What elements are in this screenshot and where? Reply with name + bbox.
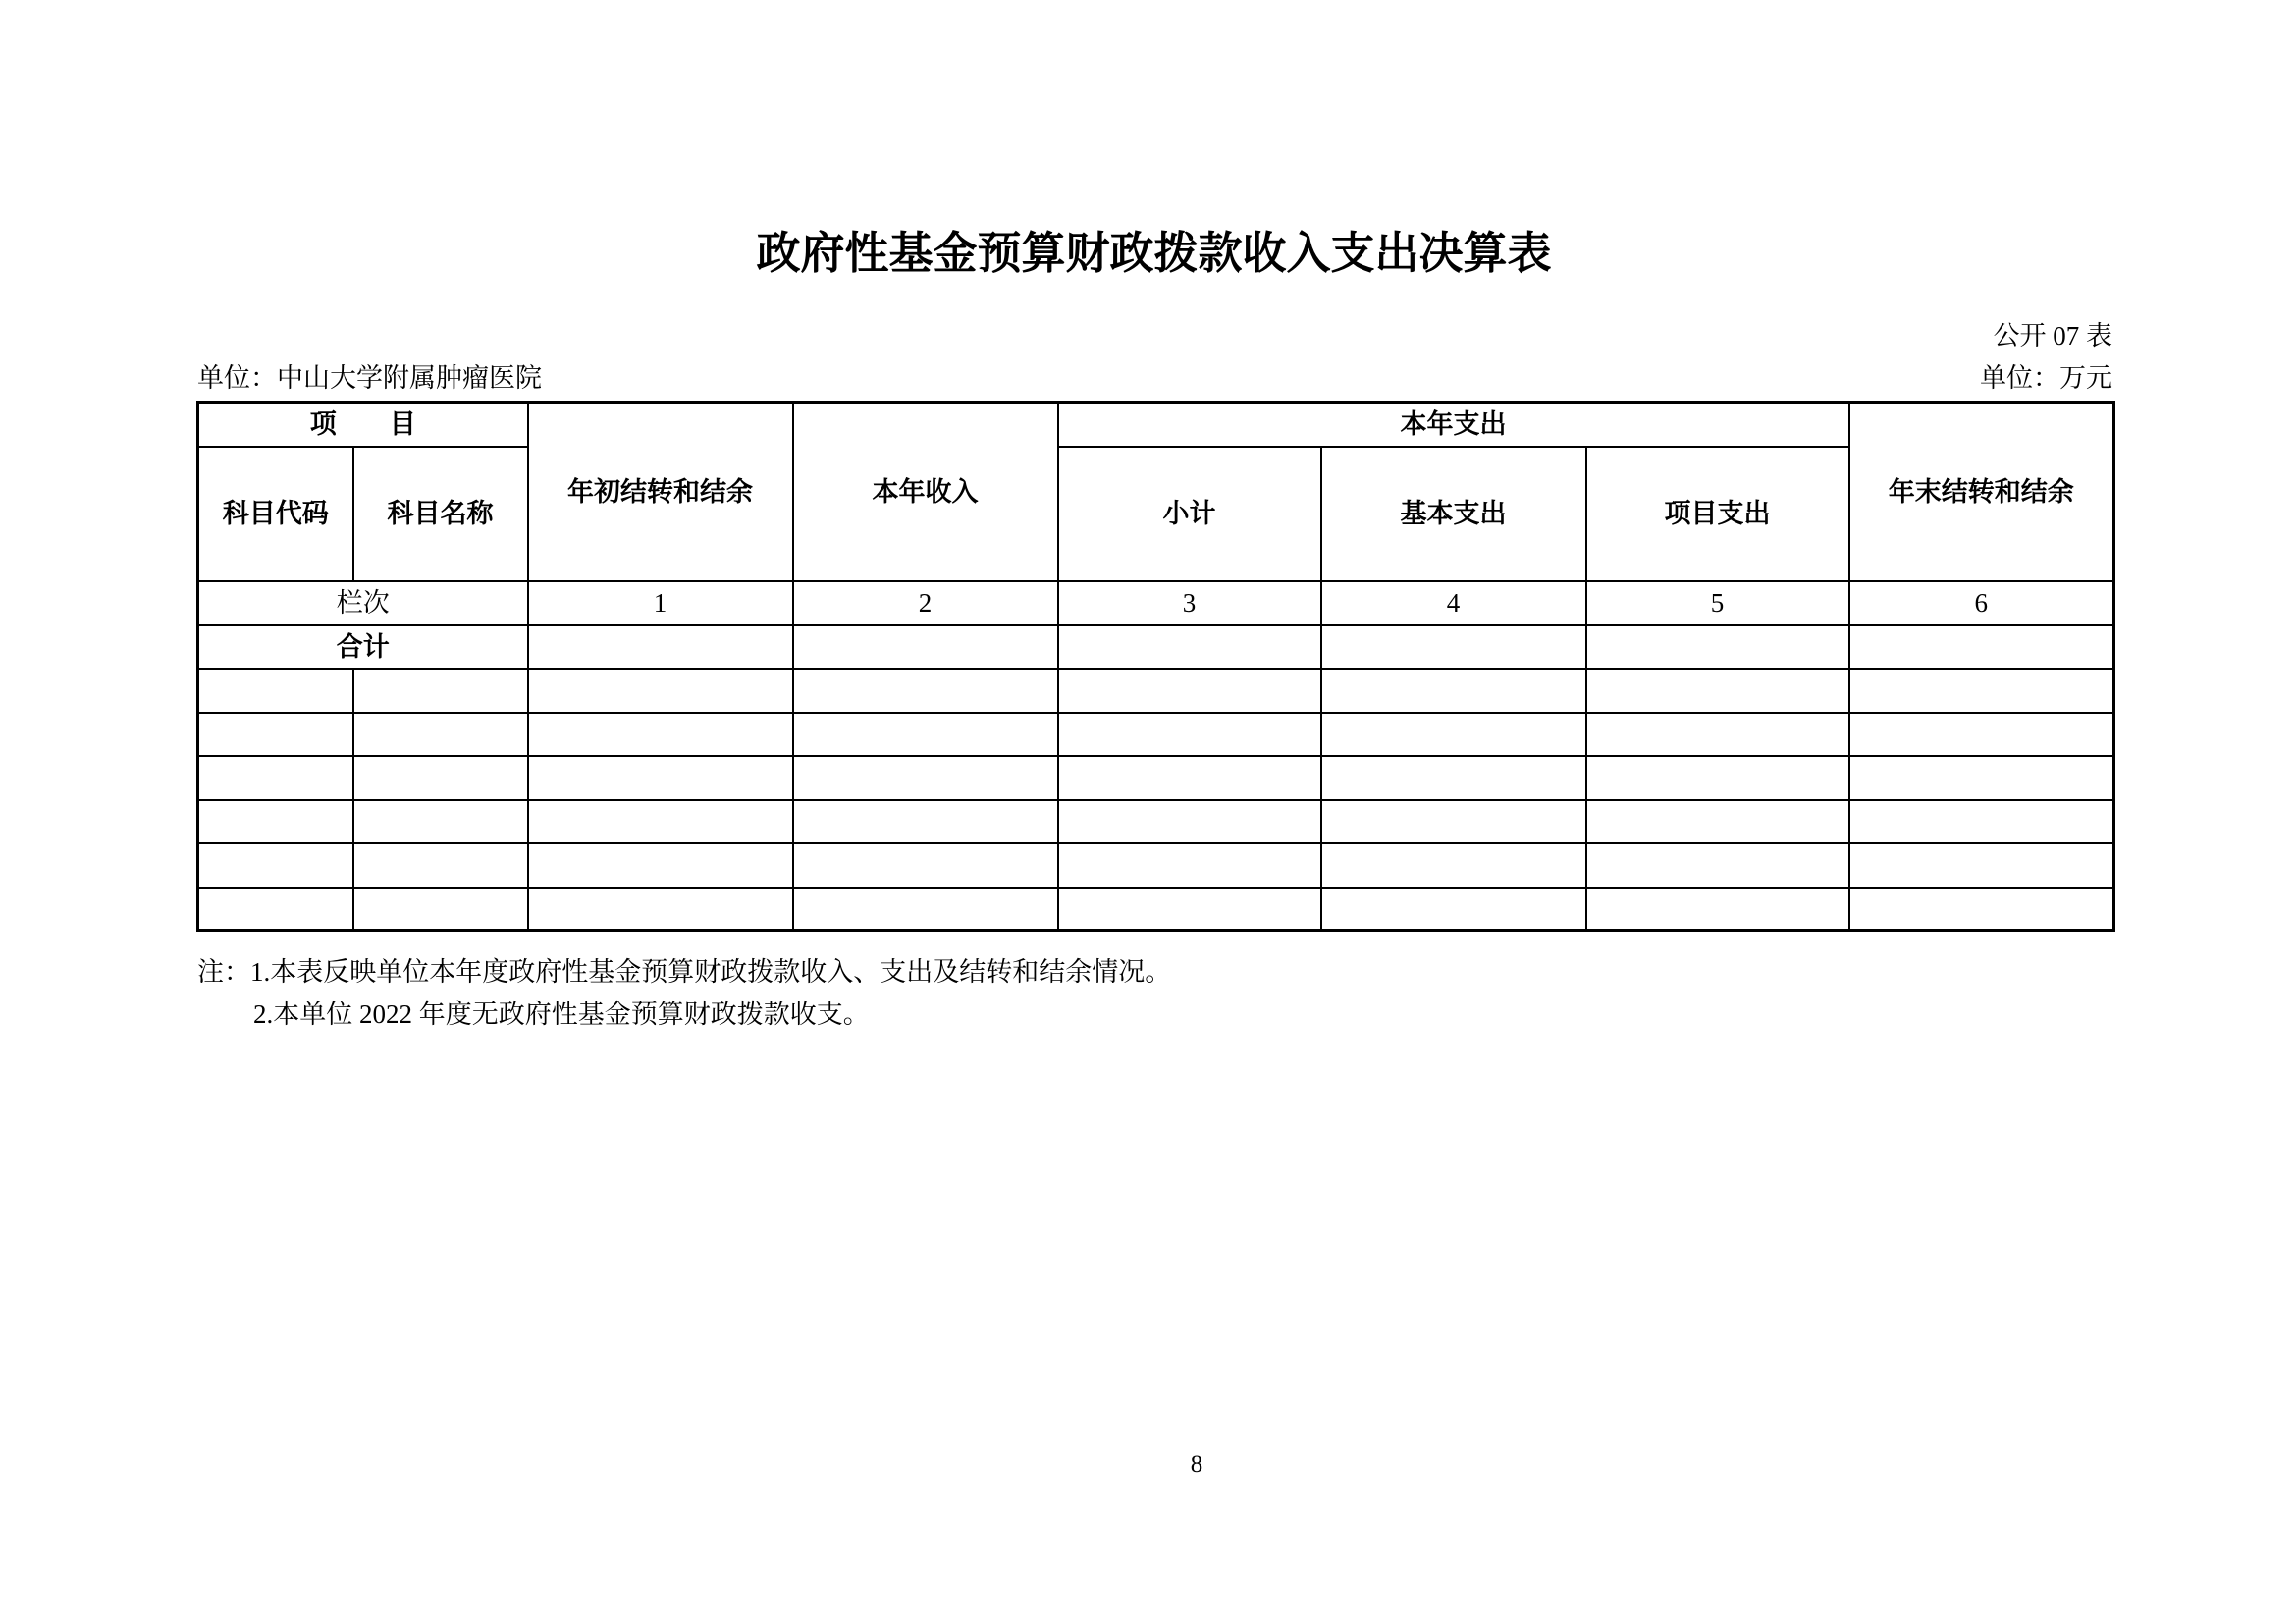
table-row — [198, 843, 2114, 888]
table-cell — [353, 843, 528, 888]
table-cell — [353, 713, 528, 756]
note-1: 注：1.本表反映单位本年度政府性基金预算财政拨款收入、支出及结转和结余情况。 — [197, 957, 1172, 987]
table-cell — [793, 625, 1058, 669]
table-cell — [793, 669, 1058, 713]
table-cell — [353, 756, 528, 800]
table-cell — [1586, 625, 1849, 669]
table-cell — [1849, 756, 2114, 800]
table-cell — [793, 843, 1058, 888]
table-cell — [1586, 888, 1849, 931]
table-row — [198, 888, 2114, 931]
table-cell — [528, 756, 793, 800]
total-row — [198, 625, 2114, 669]
table-cell — [1586, 713, 1849, 756]
table-cell — [1058, 888, 1321, 931]
table-cell — [198, 800, 353, 843]
table-cell — [793, 756, 1058, 800]
table-cell — [1586, 669, 1849, 713]
table-cell — [1586, 843, 1849, 888]
table-cell — [198, 888, 353, 931]
column-index: 1 — [528, 581, 793, 625]
header-row-1 — [198, 403, 2114, 447]
header-code: 科目代码 — [198, 447, 353, 581]
table-cell — [1849, 800, 2114, 843]
table-cell — [1058, 669, 1321, 713]
table-cell — [1586, 800, 1849, 843]
table-cell — [793, 713, 1058, 756]
table-cell — [528, 843, 793, 888]
table-cell — [353, 800, 528, 843]
table-cell — [1058, 625, 1321, 669]
column-index: 6 — [1849, 581, 2114, 625]
table-cell — [198, 843, 353, 888]
column-index: 3 — [1058, 581, 1321, 625]
table-cell — [1058, 843, 1321, 888]
table-cell — [353, 888, 528, 931]
table-cell — [528, 625, 793, 669]
note-2: 2.本单位 2022 年度无政府性基金预算财政拨款收支。 — [253, 1000, 870, 1029]
table-cell — [528, 888, 793, 931]
table-code: 公开 07 表 — [1993, 321, 2112, 351]
table-cell — [1321, 756, 1586, 800]
table-cell — [1849, 888, 2114, 931]
column-index: 2 — [793, 581, 1058, 625]
column-index-row — [198, 581, 2114, 625]
table-cell — [1321, 888, 1586, 931]
column-index: 5 — [1586, 581, 1849, 625]
table-cell — [1321, 669, 1586, 713]
table-cell — [793, 888, 1058, 931]
table-cell — [198, 756, 353, 800]
table-row — [198, 669, 2114, 713]
page-title: 政府性基金预算财政拨款收入支出决算表 — [756, 229, 1552, 278]
table-cell — [528, 800, 793, 843]
table-cell — [528, 669, 793, 713]
header-income: 本年收入 — [793, 403, 1058, 581]
table-cell — [1849, 713, 2114, 756]
page-number: 8 — [1190, 1451, 1203, 1478]
table-cell — [1058, 800, 1321, 843]
column-index-label: 栏次 — [198, 581, 528, 625]
table-row — [198, 800, 2114, 843]
table-cell — [1849, 625, 2114, 669]
column-index: 4 — [1321, 581, 1586, 625]
header-basic: 基本支出 — [1321, 447, 1586, 581]
table-cell — [1321, 713, 1586, 756]
header-project: 项目支出 — [1586, 447, 1849, 581]
table-cell — [1586, 756, 1849, 800]
table-cell — [1058, 713, 1321, 756]
table-row — [198, 713, 2114, 756]
table-cell — [198, 713, 353, 756]
table-cell — [528, 713, 793, 756]
table-cell — [1321, 625, 1586, 669]
header-carry-begin: 年初结转和结余 — [528, 403, 793, 581]
table-cell — [1849, 843, 2114, 888]
table-cell — [353, 669, 528, 713]
header-expense-group: 本年支出 — [1058, 403, 1849, 447]
unit-organization: 单位：中山大学附属肿瘤医院 — [197, 363, 542, 393]
header-carry-end: 年末结转和结余 — [1849, 403, 2114, 581]
table-cell — [1849, 669, 2114, 713]
header-subtotal: 小计 — [1058, 447, 1321, 581]
table-row — [198, 756, 2114, 800]
total-label: 合计 — [198, 625, 528, 669]
unit-currency: 单位：万元 — [1980, 363, 2112, 393]
table-cell — [793, 800, 1058, 843]
header-item: 项 目 — [198, 403, 528, 447]
header-row-2 — [198, 447, 2114, 581]
table-cell — [198, 669, 353, 713]
budget-table — [196, 401, 2115, 932]
table-cell — [1321, 800, 1586, 843]
table-cell — [1058, 756, 1321, 800]
header-name: 科目名称 — [353, 447, 528, 581]
table-cell — [1321, 843, 1586, 888]
